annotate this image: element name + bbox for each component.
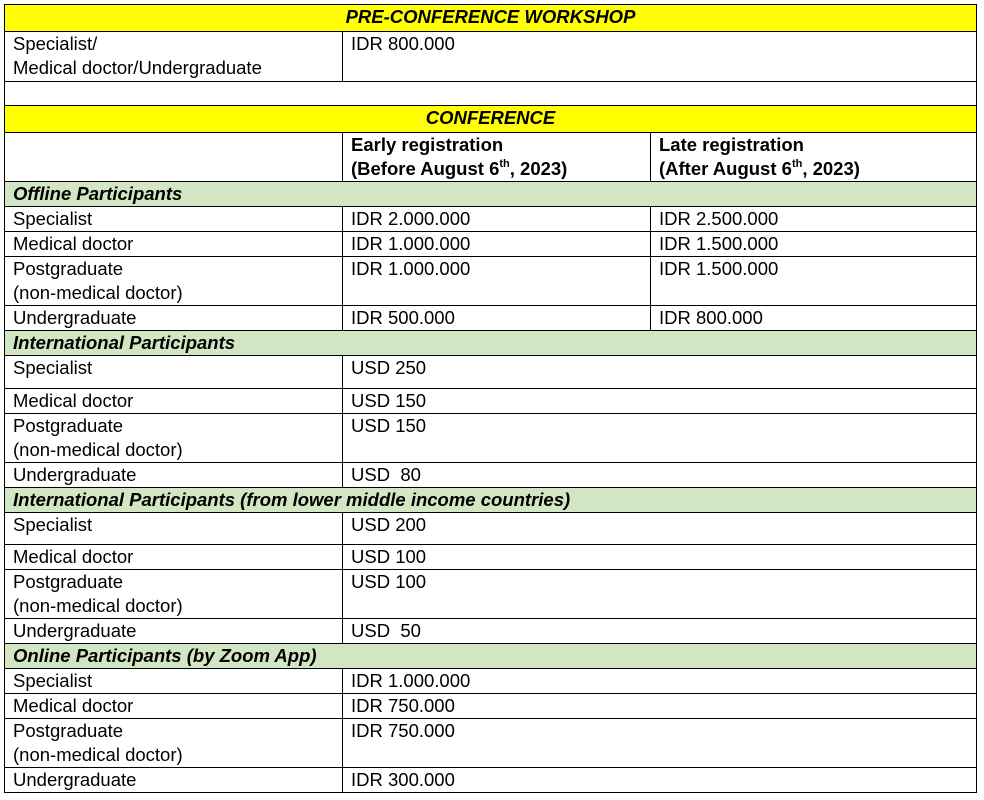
row-label: Undergraduate: [5, 619, 343, 644]
late-registration-header: [651, 133, 977, 182]
row-label: [5, 414, 343, 463]
table-row: [5, 513, 977, 545]
late-fee: IDR 1.500.000: [651, 232, 977, 257]
spacer-cell: [5, 82, 977, 106]
table-row: [5, 669, 977, 694]
row-label: Medical doctor: [5, 389, 343, 414]
row-label: Specialist: [5, 356, 343, 389]
row-label-line2: (non-medical doctor): [13, 439, 183, 460]
offline-heading: Offline Participants: [5, 182, 977, 207]
spacer-row: [5, 82, 977, 106]
table-row: [5, 207, 977, 232]
row-label: Medical doctor: [5, 232, 343, 257]
fee: USD 150: [343, 389, 977, 414]
row-label-line1: Postgraduate: [13, 415, 124, 436]
conference-header-row: [5, 133, 977, 182]
workshop-fee: IDR 800.000: [343, 32, 977, 82]
international-heading-row: [5, 331, 977, 356]
table-row: [5, 768, 977, 793]
workshop-title-row: [5, 5, 977, 32]
row-label: Specialist: [5, 669, 343, 694]
conference-title: CONFERENCE: [5, 106, 977, 133]
row-label: Medical doctor: [5, 545, 343, 570]
late-fee: IDR 1.500.000: [651, 257, 977, 306]
row-label-line2: (non-medical doctor): [13, 744, 183, 765]
table-row: [5, 414, 977, 463]
table-row: [5, 257, 977, 306]
online-heading-row: [5, 644, 977, 669]
early-fee: IDR 500.000: [343, 306, 651, 331]
table-row: [5, 545, 977, 570]
fee: USD 150: [343, 414, 977, 463]
row-label: Medical doctor: [5, 694, 343, 719]
table-row: [5, 463, 977, 488]
early-registration-header: [343, 133, 651, 182]
row-label-line2: (non-medical doctor): [13, 595, 183, 616]
row-label-line1: Postgraduate: [13, 720, 124, 741]
fee: USD 50: [343, 619, 977, 644]
international-lmic-heading: International Participants (from lower middle income countries): [5, 488, 977, 513]
late-sup: th: [791, 157, 803, 170]
fee: USD 200: [343, 513, 977, 545]
row-label-line2: (non-medical doctor): [13, 282, 183, 303]
international-lmic-heading-row: [5, 488, 977, 513]
international-heading: International Participants: [5, 331, 977, 356]
fee: IDR 300.000: [343, 768, 977, 793]
early-line2-pre: (Before August 6: [351, 158, 500, 179]
online-heading: Online Participants (by Zoom App): [5, 644, 977, 669]
late-line1: Late registration: [659, 134, 804, 155]
row-label: Specialist: [5, 513, 343, 545]
fee: USD 250: [343, 356, 977, 389]
workshop-fee-row: [5, 32, 977, 82]
early-line1: Early registration: [351, 134, 504, 155]
table-row: [5, 619, 977, 644]
table-row: [5, 356, 977, 389]
fee: USD 100: [343, 570, 977, 619]
late-line2-pre: (After August 6: [659, 158, 792, 179]
table-row: [5, 694, 977, 719]
table-row: [5, 719, 977, 768]
row-label-line1: Postgraduate: [13, 571, 124, 592]
early-fee: IDR 1.000.000: [343, 232, 651, 257]
early-fee: IDR 1.000.000: [343, 257, 651, 306]
table-row: [5, 570, 977, 619]
late-line2-post: , 2023): [802, 158, 860, 179]
row-label: [5, 570, 343, 619]
fee: IDR 750.000: [343, 719, 977, 768]
table-row: [5, 306, 977, 331]
row-label: [5, 257, 343, 306]
late-fee: IDR 800.000: [651, 306, 977, 331]
offline-heading-row: [5, 182, 977, 207]
table-row: [5, 232, 977, 257]
fee: IDR 750.000: [343, 694, 977, 719]
row-label: Specialist: [5, 207, 343, 232]
row-label: Undergraduate: [5, 768, 343, 793]
row-label: Undergraduate: [5, 306, 343, 331]
late-fee: IDR 2.500.000: [651, 207, 977, 232]
workshop-category-line1: Specialist/: [13, 33, 98, 54]
early-sup: th: [499, 157, 510, 170]
early-fee: IDR 2.000.000: [343, 207, 651, 232]
row-label: Undergraduate: [5, 463, 343, 488]
registration-fee-table: [4, 4, 977, 793]
row-label-line1: Postgraduate: [13, 258, 124, 279]
conference-title-row: [5, 106, 977, 133]
workshop-category-line2: Medical doctor/Undergraduate: [13, 57, 262, 78]
table-row: [5, 389, 977, 414]
header-blank: [5, 133, 343, 182]
row-label: [5, 719, 343, 768]
workshop-category: [5, 32, 343, 82]
fee: IDR 1.000.000: [343, 669, 977, 694]
workshop-title: PRE-CONFERENCE WORKSHOP: [5, 5, 977, 32]
fee: USD 80: [343, 463, 977, 488]
fee: USD 100: [343, 545, 977, 570]
early-line2-post: , 2023): [509, 158, 568, 179]
